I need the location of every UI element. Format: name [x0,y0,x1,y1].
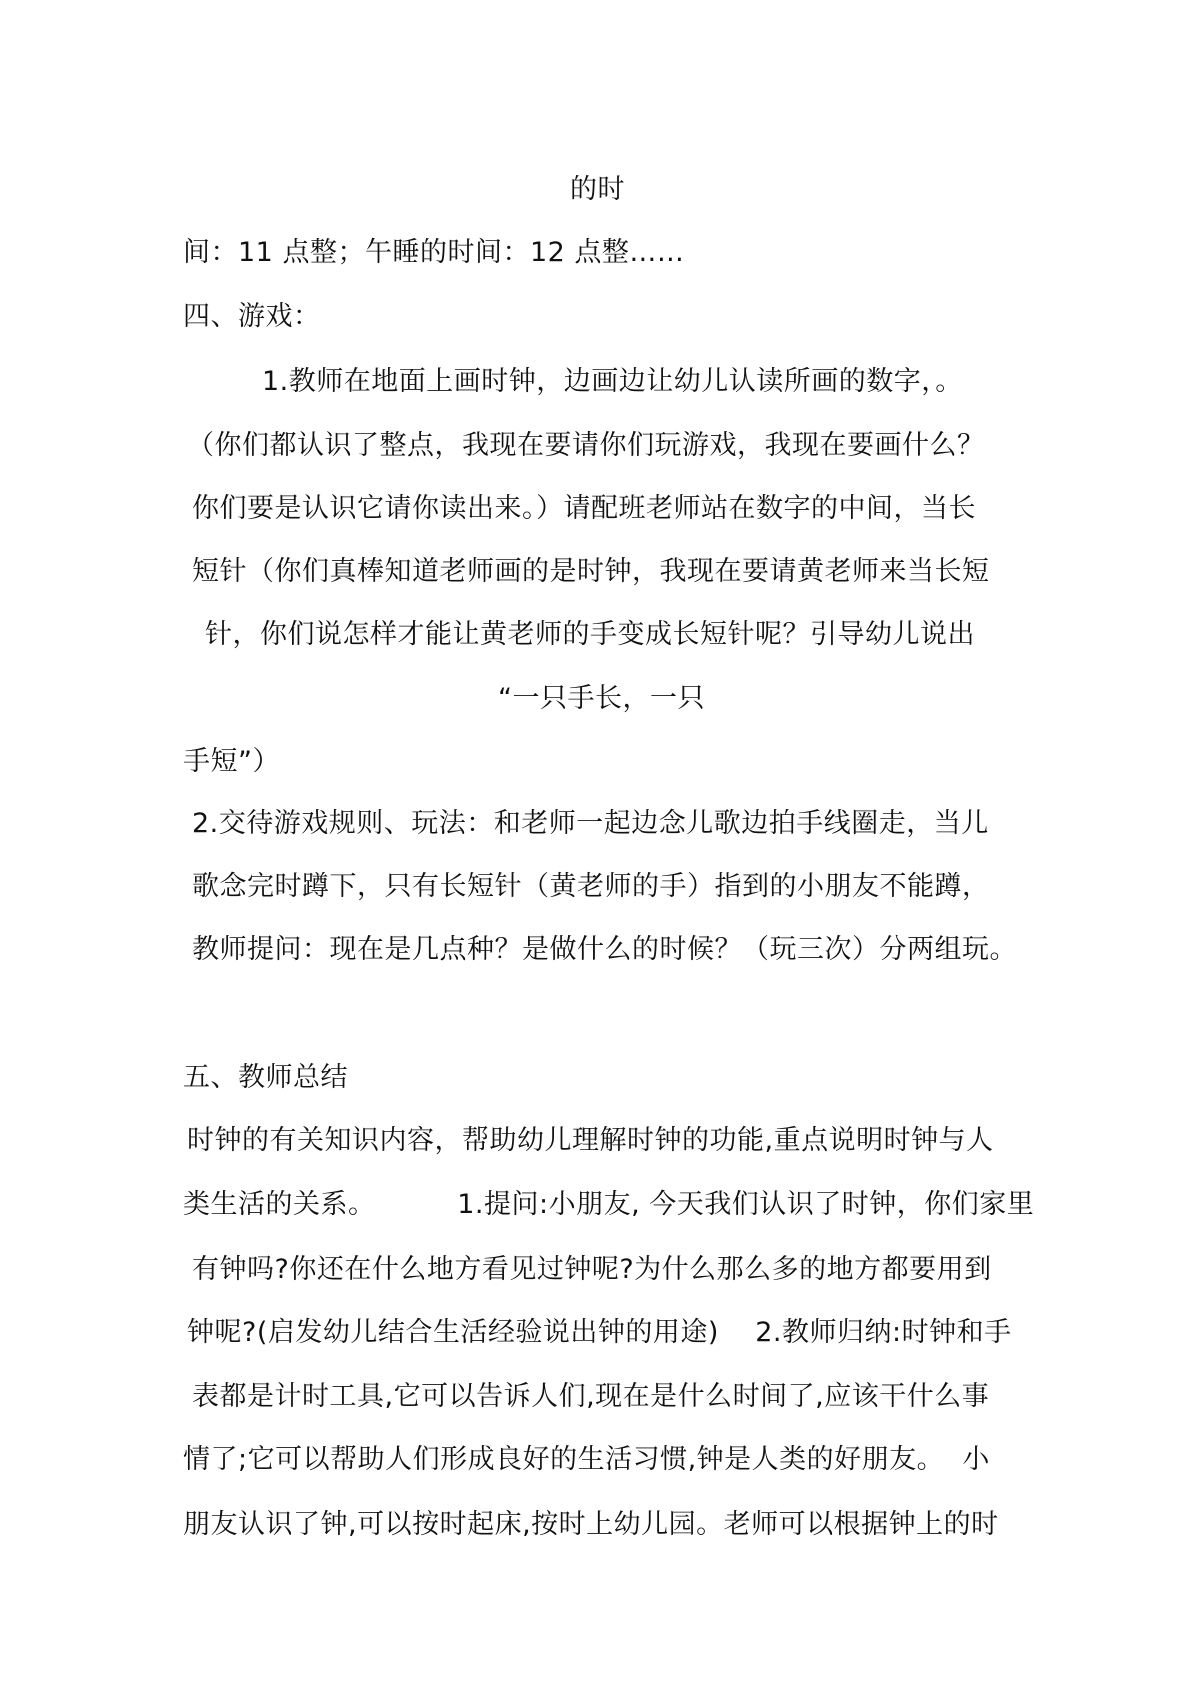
text-line: 短针（你们真棒知道老师画的是时钟，我现在要请黄老师来当长短 [192,556,990,587]
text-line: 钟呢?(启发幼儿结合生活经验说出钟的用途) 2.教师归纳:时钟和手 [187,1317,1012,1348]
text-line: 情了;它可以帮助人们形成良好的生活习惯,钟是人类的好朋友。 小 [183,1444,990,1475]
section-heading: 五、教师总结 [183,1062,348,1093]
text-line: （你们都认识了整点，我现在要请你们玩游戏，我现在要画什么？ [187,430,985,461]
text-line: 表都是计时工具,它可以告诉人们,现在是什么时间了,应该干什么事 [192,1381,990,1412]
text-line: 歌念完时蹲下，只有长短针（黄老师的手）指到的小朋友不能蹲， [192,871,990,902]
text-line: 教师提问：现在是几点种？是做什么的时候？（玩三次）分两组玩。 [192,934,1017,965]
text-line: 针，你们说怎样才能让黄老师的手变成长短针呢？引导幼儿说出 [205,619,975,650]
text-line: 时钟的有关知识内容，帮助幼儿理解时钟的功能,重点说明时钟与人 [187,1125,994,1156]
section-heading: 四、游戏： [183,301,321,332]
text-line: 有钟吗?你还在什么地方看见过钟呢?为什么那么多的地方都要用到 [192,1254,992,1285]
text-line: 朋友认识了钟,可以按时起床,按时上幼儿园。老师可以根据钟上的时 [183,1509,999,1540]
text-line: 手短”） [183,746,280,777]
text-line: 间：11 点整；午睡的时间：12 点整…… [183,237,685,268]
text-line: 的时 [570,174,625,205]
text-line: 2.交待游戏规则、玩法：和老师一起边念儿歌边拍手线圈走，当儿 [192,808,989,839]
text-line: 1.教师在地面上画时钟，边画边让幼儿认读所画的数字，。 [262,366,963,397]
text-line: “一只手长，一只 [498,683,705,714]
text-line: 你们要是认识它请你读出来。）请配班老师站在数字的中间，当长 [192,493,976,524]
text-line: 类生活的关系。 1.提问:小朋友, 今天我们认识了时钟，你们家里 [183,1189,1035,1220]
